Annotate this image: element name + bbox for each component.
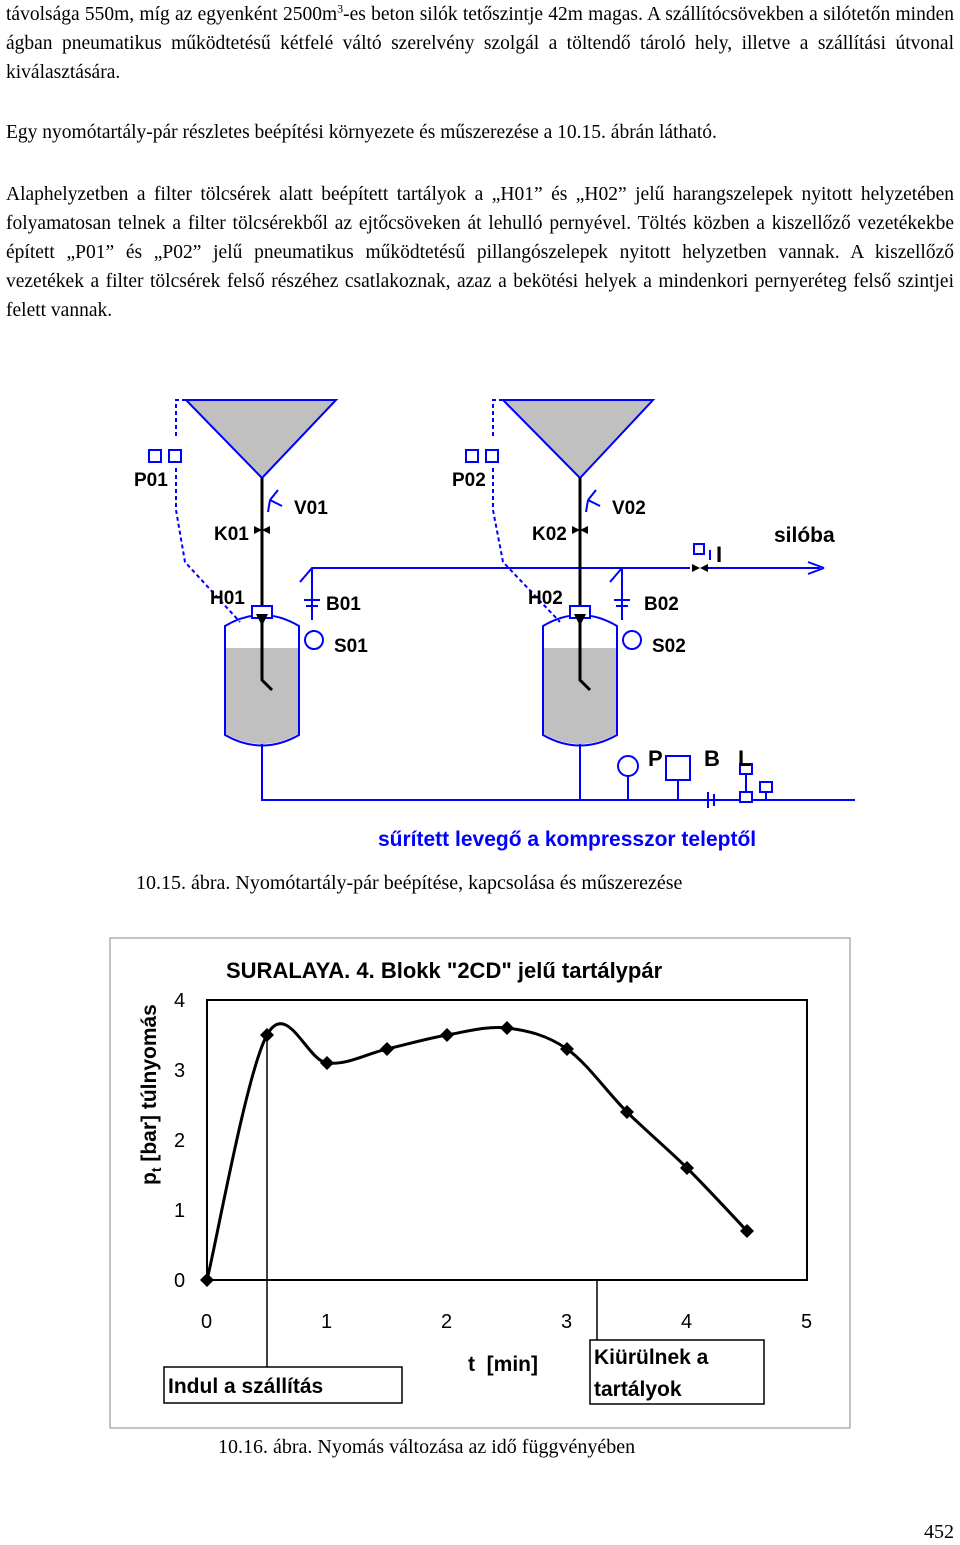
label-i: I bbox=[716, 542, 723, 567]
paragraph-3: Alaphelyzetben a filter tölcsérek alatt beépített tartályok a „H01” és „H02” jelű harangszelepek nyitott helyzetében folyamatosan telnek a filter tölcsérekből az ejtőcsöveken át lehulló pernyével. Töltés közben a kiszellőző vezetékekbe épített „P01” és „P02” jelű pneumatikus működtetésű pillangószelepek nyitott helyzetben vannak. A kiszellőző vezetékek a filter tölcsérek felső részéhez csatlakoznak, azaz a bekötési helyek a mindenkori pernyeréteg felső szintjei felett vannak. bbox=[6, 184, 954, 321]
y-axis-label: $p_t$ [bar] túlnyomás bbox=[138, 1004, 164, 1185]
label-p02: P02 bbox=[452, 470, 486, 491]
plot-area bbox=[207, 1000, 807, 1280]
annotation-empty-text-2: tartályok bbox=[594, 1378, 682, 1401]
label-b02: B02 bbox=[644, 594, 679, 615]
label-l: L bbox=[738, 746, 752, 771]
x-tick-label: 5 bbox=[801, 1311, 813, 1333]
label-p01: P01 bbox=[134, 470, 168, 491]
label-p: P bbox=[648, 746, 663, 771]
x-tick-label: 4 bbox=[681, 1311, 693, 1333]
pressure-vessel-diagram bbox=[0, 390, 960, 860]
funnel-2 bbox=[503, 400, 653, 478]
label-v02: V02 bbox=[612, 498, 646, 519]
x-tick-label: 1 bbox=[321, 1311, 333, 1333]
y-tick-label: 1 bbox=[174, 1200, 186, 1222]
label-b01: B01 bbox=[326, 594, 361, 615]
paragraph-1: távolsága 550m, míg az egyenként $2500m^3-es$ beton silók tetőszintje 42m magas. A szállítócsövekben a silótetőn minden ágban pneumatikus működtetésű kétfelé váltó szerelvény szolgál a töltendő tároló hely, illetve a szállítási útvonal kiválasztására. bbox=[6, 1, 954, 83]
x-tick-label: 0 bbox=[201, 1311, 213, 1333]
x-tick-label: 3 bbox=[561, 1311, 573, 1333]
page-number: 452 bbox=[924, 1521, 954, 1543]
y-tick-label: 0 bbox=[174, 1270, 186, 1292]
pressure-chart bbox=[0, 930, 960, 1435]
chart-title: SURALAYA. 4. Blokk "2CD" jelű tartálypár bbox=[226, 958, 663, 983]
y-tick-label: 4 bbox=[174, 990, 186, 1012]
annotation-start-text: Indul a szállítás bbox=[168, 1375, 324, 1398]
x-axis-label: t [min] bbox=[468, 1353, 538, 1376]
label-b: B bbox=[704, 746, 720, 771]
label-k02: K02 bbox=[532, 524, 567, 545]
label-s01: S01 bbox=[334, 636, 368, 657]
y-tick-label: 3 bbox=[174, 1060, 186, 1082]
figure-caption-10-15: 10.15. ábra. Nyomótartály-pár beépítése, kapcsolása és műszerezése bbox=[136, 872, 683, 894]
label-s02: S02 bbox=[652, 636, 686, 657]
label-h02: H02 bbox=[528, 588, 563, 609]
transport-line bbox=[300, 568, 820, 582]
annotation-empty-text-1: Kiürülnek a bbox=[594, 1346, 709, 1369]
label-siloba: silóba bbox=[774, 524, 835, 547]
x-tick-label: 2 bbox=[441, 1311, 453, 1333]
label-air-supply: sűrített levegő a kompresszor teleptől bbox=[378, 828, 757, 851]
paragraph-2: Egy nyomótartály-pár részletes beépítési környezete és műszerezése a 10.15. ábrán látható. bbox=[6, 122, 717, 143]
y-tick-label: 2 bbox=[174, 1130, 186, 1152]
label-h01: H01 bbox=[210, 588, 245, 609]
figure-caption-10-16: 10.16. ábra. Nyomás változása az idő függvényében bbox=[218, 1436, 636, 1458]
label-k01: K01 bbox=[214, 524, 249, 545]
funnel-1 bbox=[186, 400, 336, 478]
label-v01: V01 bbox=[294, 498, 328, 519]
